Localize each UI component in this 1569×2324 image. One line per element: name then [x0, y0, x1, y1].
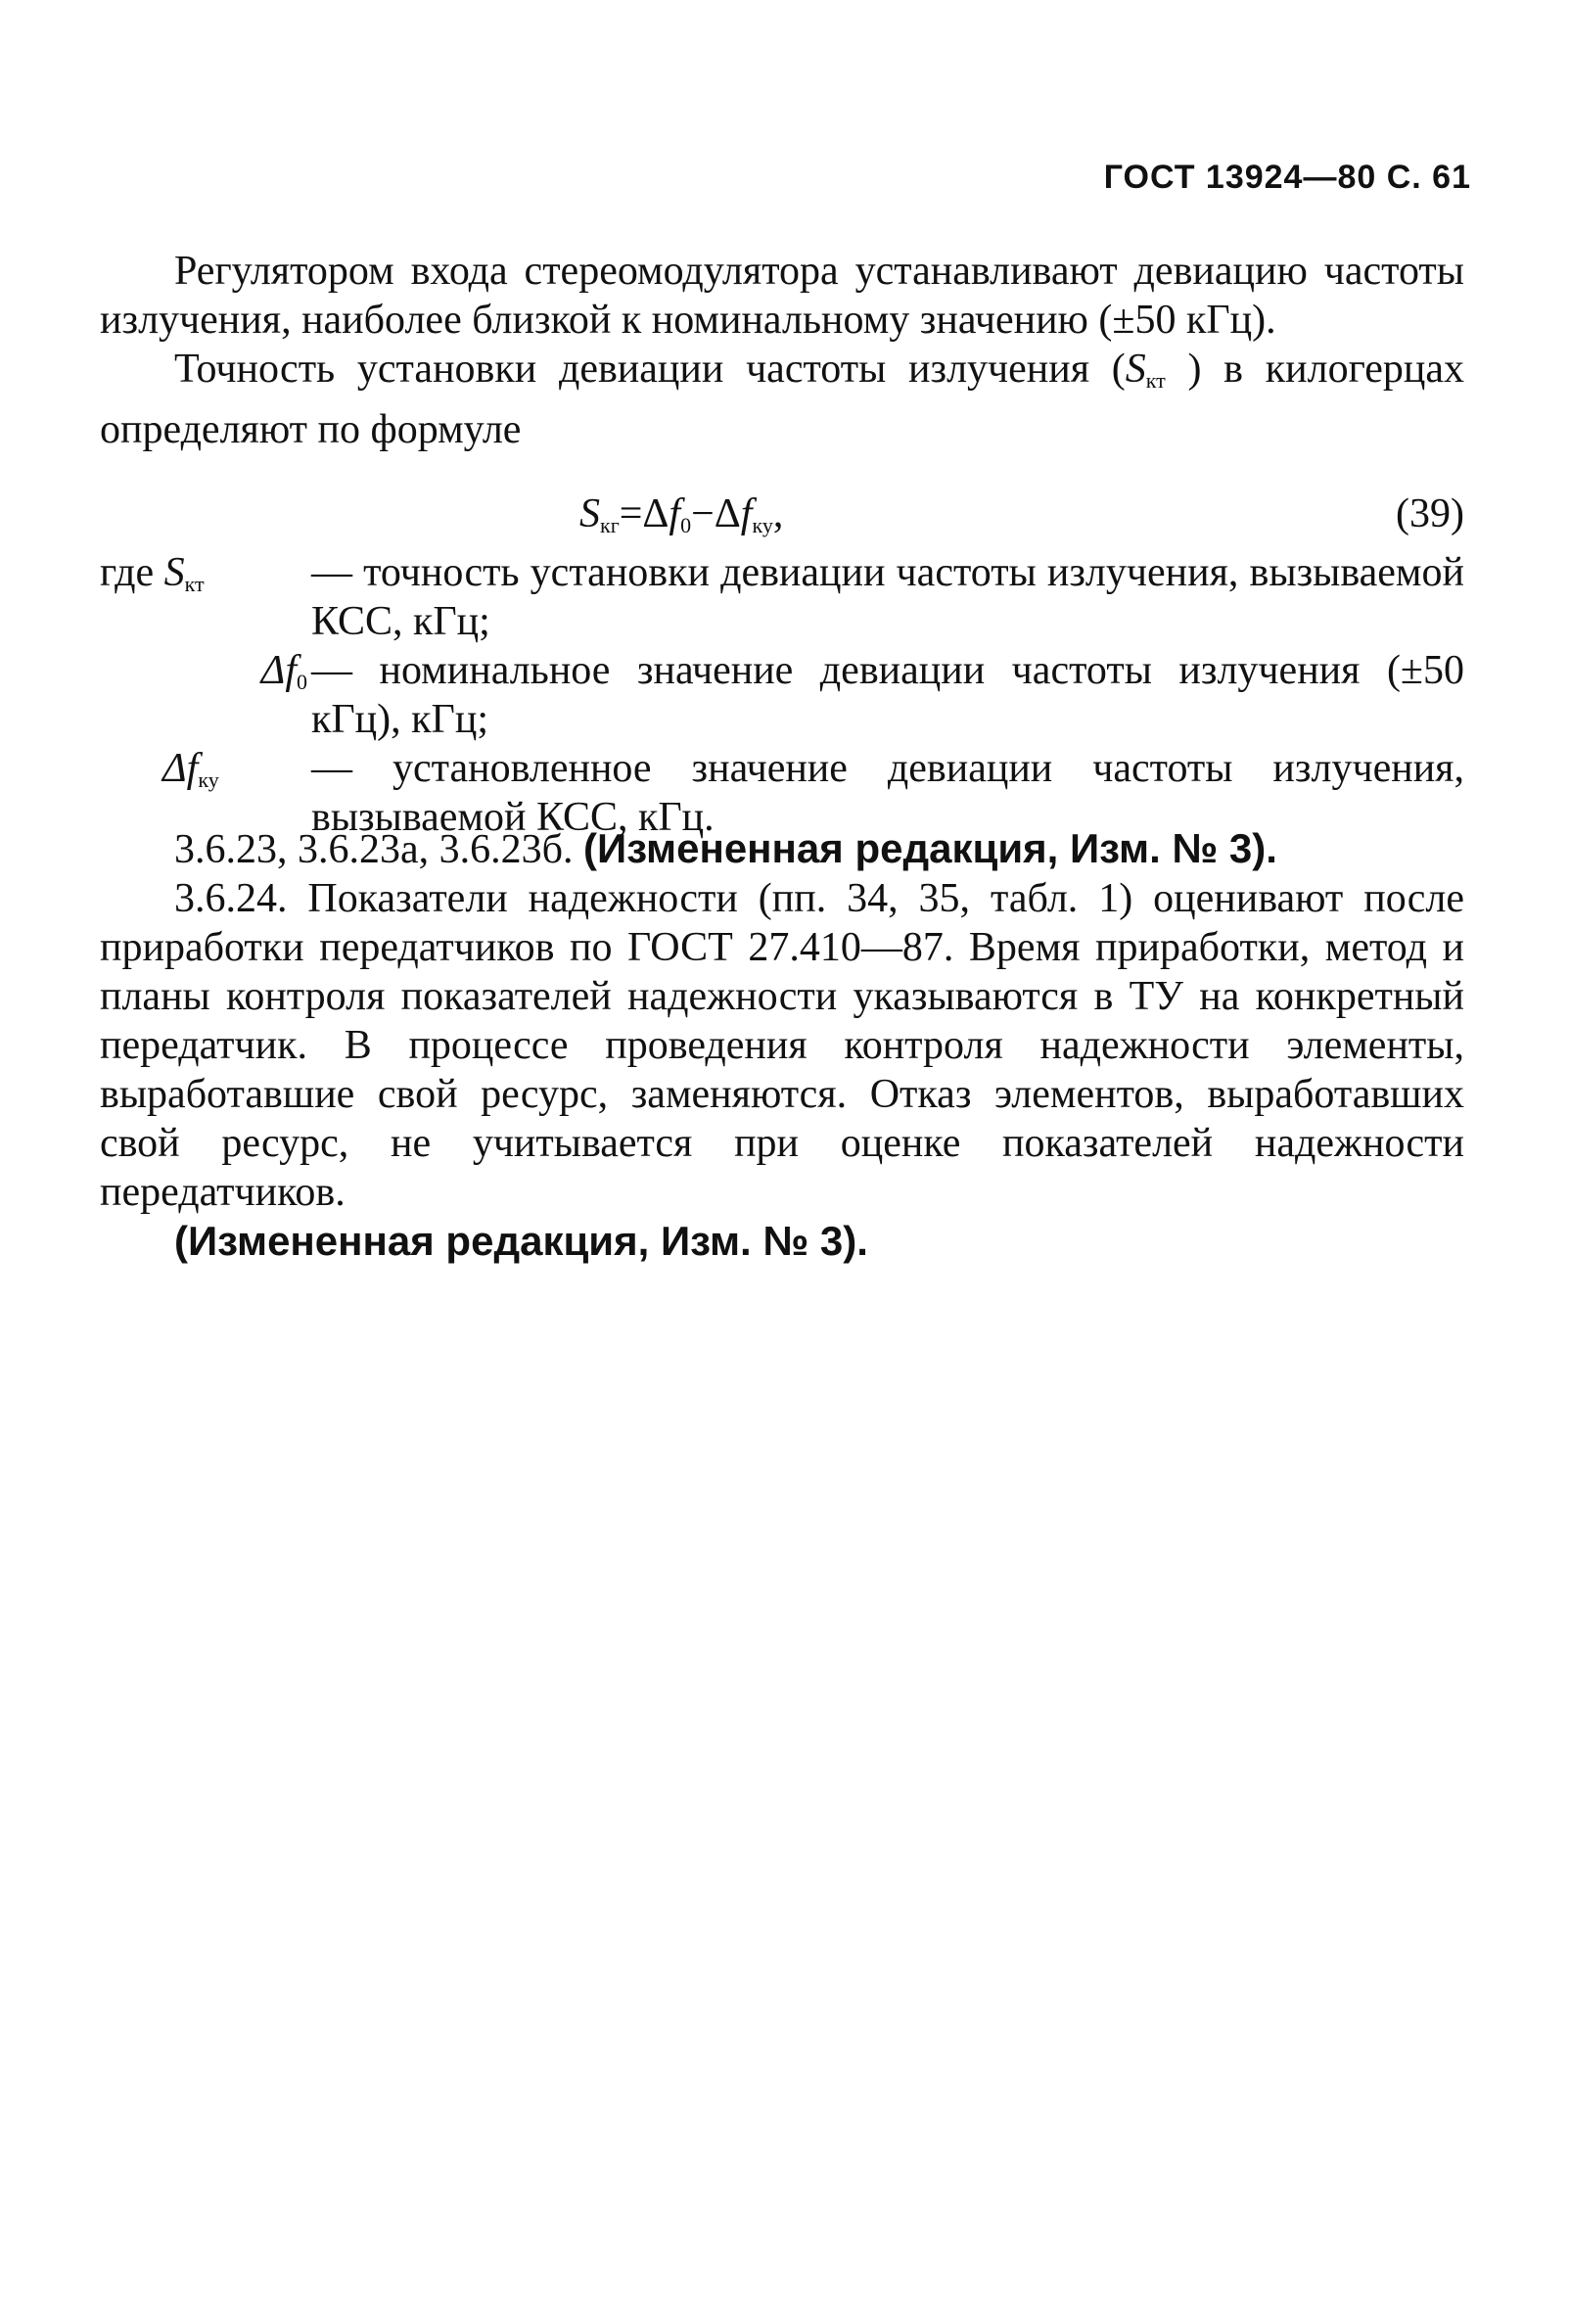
formula-fky: f — [740, 491, 753, 536]
formula-f0-sub: 0 — [680, 513, 692, 537]
paragraph-deviation-setting: Регулятором входа стереомодулятора устанавливают девиацию частоты излучения, наиболее близкой к номинальному значению (±50 кГц). — [100, 249, 1464, 343]
legend-definition: — номинальное значение девиации частоты излучения (±50 кГц), кГц; — [311, 648, 1464, 742]
reliability-block — [100, 824, 1464, 1267]
legend-term — [100, 744, 311, 805]
accuracy-text-after: ) в килогерцах определяют по формуле — [100, 347, 1464, 452]
legend-symbol: Δf — [162, 746, 199, 791]
formula-lhs: S — [579, 491, 600, 536]
intro-block — [100, 247, 1464, 454]
formula-fky-sub: ку — [752, 513, 773, 537]
amendment-note: (Измененная редакция, Изм. № 3). — [583, 825, 1277, 871]
formula-39 — [579, 489, 783, 550]
formula-number: (39) — [1396, 491, 1464, 536]
page-header: ГОСТ 13924—80 С. 61 — [1103, 159, 1471, 196]
amendment-clauses: 3.6.23, 3.6.23а, 3.6.23б. — [174, 827, 584, 872]
amendment-note: (Измененная редакция, Изм. № 3). — [174, 1218, 868, 1264]
formula-eq: =Δ — [619, 491, 669, 536]
accuracy-symbol-sub: кт — [1145, 368, 1166, 393]
paragraph-amendment-3624 — [100, 1217, 1464, 1267]
legend-definition: — установленное значение девиации частоты излучения, вызываемой КСС, кГц. — [311, 746, 1464, 840]
legend-symbol: Δf — [260, 648, 297, 693]
legend-term — [100, 548, 311, 609]
legend-item — [100, 548, 1464, 646]
paragraph-accuracy-definition — [100, 345, 1464, 454]
legend-symbol-sub: кт — [184, 572, 205, 596]
formula-39-row — [100, 489, 1464, 538]
formula-tail: , — [772, 491, 784, 536]
legend-where: где — [100, 550, 155, 595]
formula-lhs-sub: кг — [600, 513, 620, 537]
accuracy-symbol: S — [1125, 347, 1146, 392]
legend-symbol-sub: 0 — [297, 670, 307, 694]
legend-item — [100, 646, 1464, 744]
formula-legend — [100, 548, 1464, 842]
formula-f0: f — [669, 491, 681, 536]
accuracy-text-before: Точность установки девиации частоты излучения ( — [174, 347, 1126, 392]
paragraph-amendment-3623 — [100, 824, 1464, 874]
legend-symbol-sub: ку — [198, 767, 219, 792]
paragraph-reliability-3624: 3.6.24. Показатели надежности (пп. 34, 35, табл. 1) оценивают после приработки передатчиков по ГОСТ 27.410—87. Время приработки, метод и планы контроля показателей надежности указываются в ТУ на конкретный передатчик. В процессе проведения контроля надежности элементы, выработавшие свой ресурс, заменяются. Отказ элементов, выработавших свой ресурс, не учитывается при оценке показателей надежности передатчиков. — [100, 876, 1464, 1215]
legend-term — [100, 646, 311, 707]
formula-minus: −Δ — [691, 491, 741, 536]
legend-definition: — точность установки девиации частоты излучения, вызываемой КСС, кГц; — [311, 550, 1464, 644]
legend-symbol: S — [163, 550, 185, 595]
